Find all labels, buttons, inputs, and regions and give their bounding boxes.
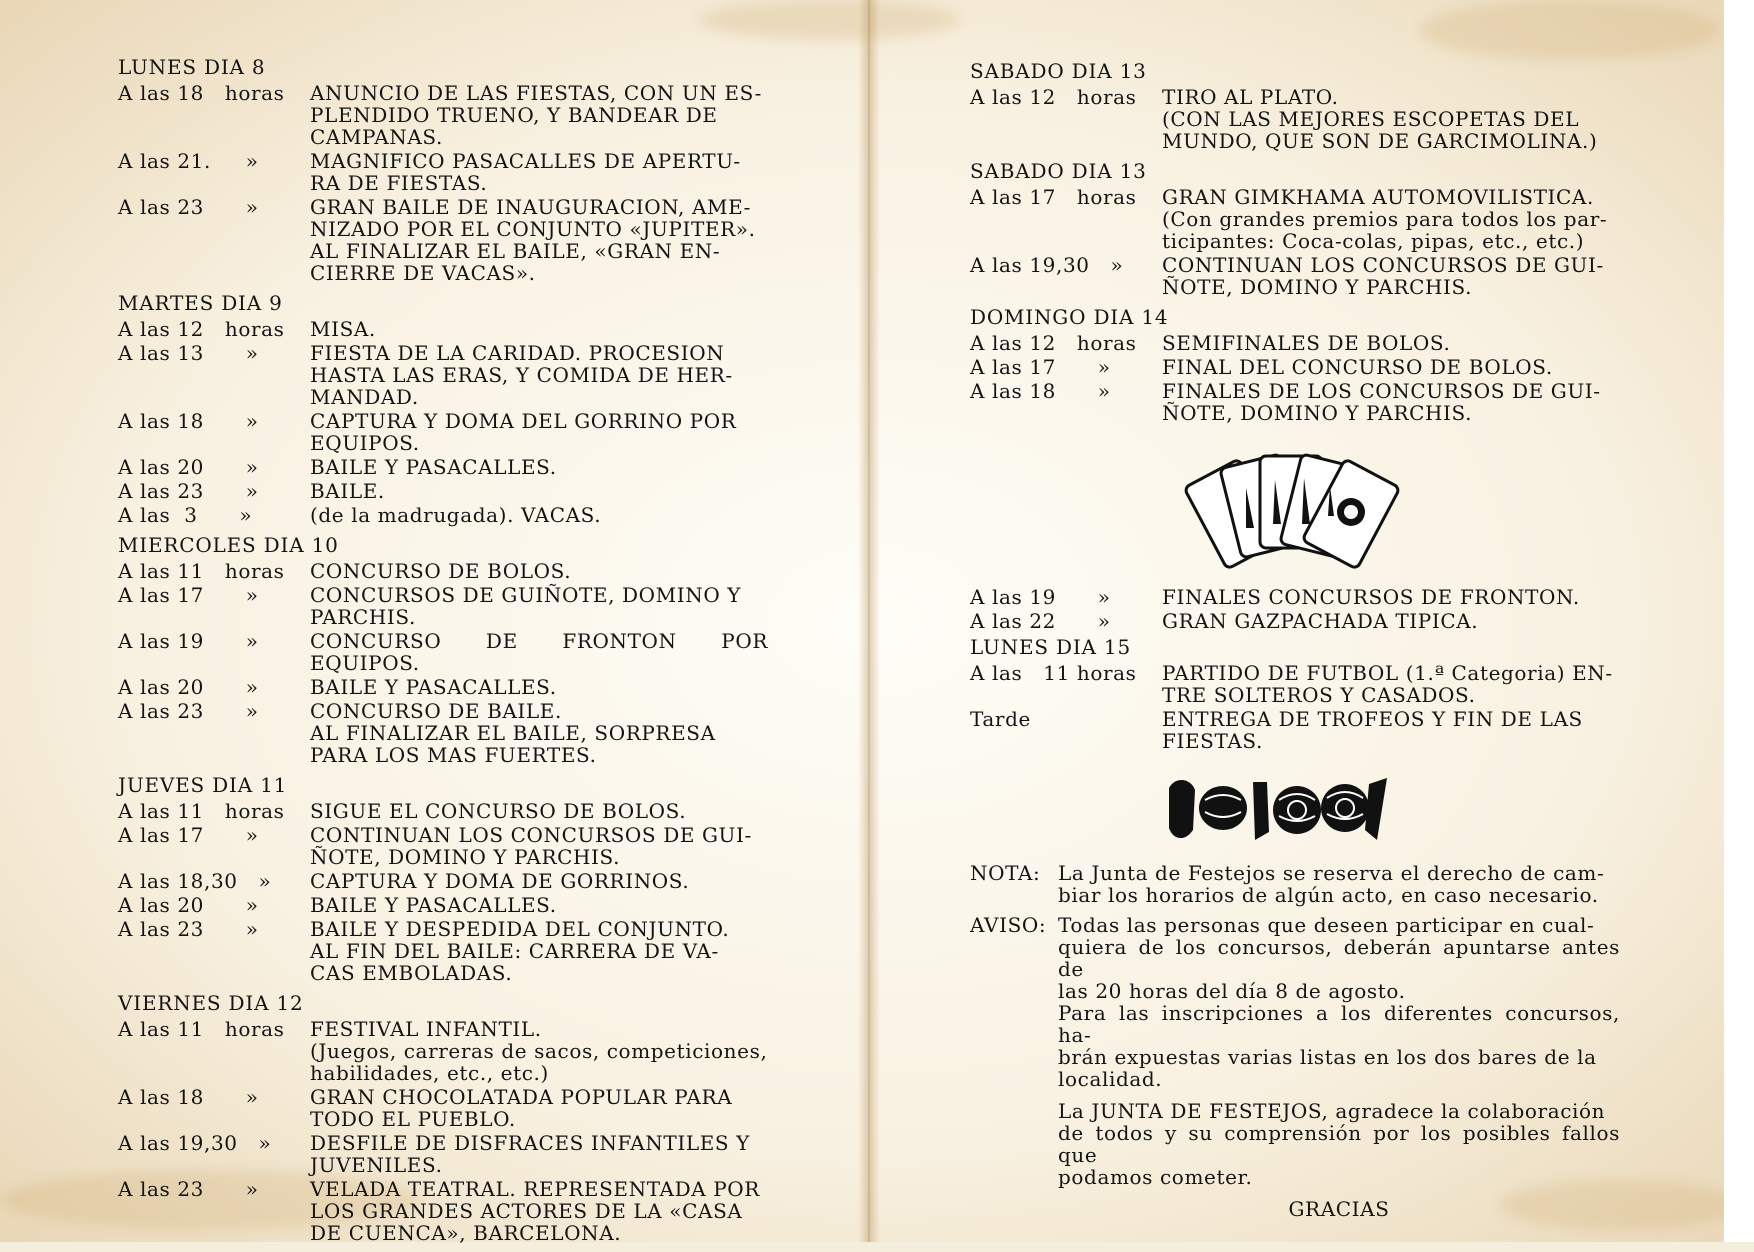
schedule-entry [118,700,768,766]
event-line: PARA LOS MAS FUERTES. [310,743,597,767]
schedule-entry [118,918,768,984]
day-title: DOMINGO DIA 14 [970,305,1169,329]
event-line: CONTINUAN LOS CONCURSOS DE GUI- [310,823,752,847]
schedule-entry [970,662,1620,706]
schedule-entry [118,342,768,408]
event-time: A las 3 » [118,503,253,527]
schedule-entry [970,380,1620,424]
event-line: PARTIDO DE FUTBOL (1.ª Categoria) EN- [1162,661,1613,685]
event-description [310,318,768,340]
event-time: A las 19 » [118,629,259,653]
event-description [310,150,768,194]
event-time: A las 13 » [118,341,259,365]
left-page [118,56,768,1252]
schedule-entry [118,676,768,698]
event-description [310,824,768,868]
event-line: TIRO AL PLATO. [1162,85,1339,109]
event-description [310,584,768,628]
event-line: HASTA LAS ERAS, Y COMIDA DE HER- [310,363,733,387]
event-line: FINALES CONCURSOS DE FRONTON. [1162,585,1580,609]
event-line: FIESTAS. [1162,729,1263,753]
event-line: SEMIFINALES DE BOLOS. [1162,331,1451,355]
right-schedule-middle [970,586,1620,752]
event-line: habilidades, etc., etc.) [310,1061,549,1085]
right-schedule-top [970,60,1620,424]
event-line: FESTIVAL INFANTIL. [310,1017,542,1041]
event-line: TODO EL PUEBLO. [310,1107,516,1131]
note-line: las 20 horas del día 8 de agosto. [1058,979,1406,1003]
event-line: AL FINALIZAR EL BAILE, «GRAN EN- [310,239,721,263]
event-time: A las 23 » [118,1177,259,1201]
nota-note [970,862,1620,906]
day-block [970,306,1620,424]
day-block [118,292,768,526]
event-line: FIESTA DE LA CARIDAD. PROCESION [310,341,725,365]
schedule-entry [118,150,768,194]
event-description [310,800,768,822]
event-line: LOS GRANDES ACTORES DE LA «CASA [310,1199,743,1223]
day-block [970,60,1620,152]
event-description [310,1178,768,1244]
event-description [310,480,768,502]
event-time: A las 21. » [118,149,259,173]
event-description [1162,610,1620,632]
day-title: MIERCOLES DIA 10 [118,533,339,557]
event-description [1162,254,1620,298]
day-title: SABADO DIA 13 [970,159,1147,183]
event-line: VELADA TEATRAL. REPRESENTADA POR [310,1177,760,1201]
event-line: MANDAD. [310,385,419,409]
schedule-entry [970,254,1620,298]
right-page [970,60,1620,1220]
event-time: A las 19,30 » [118,1131,272,1155]
schedule-entry [118,82,768,148]
acknowledgement [1058,1100,1620,1188]
schedule-entry [118,1018,768,1084]
event-description [310,1018,768,1084]
event-line: ÑOTE, DOMINO Y PARCHIS. [1162,275,1473,299]
event-description [310,342,768,408]
event-line: CONCURSOS DE GUIÑOTE, DOMINO Y [310,583,742,607]
day-title: VIERNES DIA 12 [118,991,304,1015]
event-line: ÑOTE, DOMINO Y PARCHIS. [310,845,621,869]
event-line: CAPTURA Y DOMA DEL GORRINO POR [310,409,737,433]
event-time: A las 18 » [970,379,1111,403]
center-fold [858,0,880,1242]
acknowledgement-line: de todos y su comprensión por los posibles fallos que [1058,1121,1620,1167]
note-line: Todas las personas que deseen participar en cual- [1058,913,1595,937]
event-description [1162,186,1620,252]
aviso-text [1058,914,1620,1090]
schedule-entry [118,504,768,526]
event-line: CONTINUAN LOS CONCURSOS DE GUI- [1162,253,1604,277]
event-line: (de la madrugada). VACAS. [310,503,602,527]
note-line: quiera de los concursos, deberán apuntarse antes de [1058,935,1620,981]
note-line: Para las inscripciones a los diferentes concursos, ha- [1058,1001,1620,1047]
schedule-entry [970,708,1620,752]
event-description [310,82,768,148]
event-time: A las 18 horas [118,81,285,105]
schedule-entry [118,824,768,868]
day-block [118,992,768,1244]
day-title: LUNES DIA 15 [970,635,1131,659]
event-line: RA DE FIESTAS. [310,171,488,195]
event-line: PLENDIDO TRUENO, Y BANDEAR DE [310,103,718,127]
day-title: SABADO DIA 13 [970,59,1147,83]
event-line: CAS EMBOLADAS. [310,961,513,985]
schedule-entry [118,894,768,916]
note-line: brán expuestas varias listas en los dos bares de la [1058,1045,1597,1069]
event-line: BAILE Y PASACALLES. [310,455,557,479]
event-time: A las 19,30 » [970,253,1124,277]
event-line: GRAN CHOCOLATADA POPULAR PARA [310,1085,733,1109]
acknowledgement-line: La JUNTA DE FESTEJOS, agradece la colaboración [1058,1099,1606,1123]
event-line: CONCURSO DE FRONTON POR EQUIPOS. [310,629,768,675]
event-description [310,1086,768,1130]
event-time: A las 20 » [118,893,259,917]
event-description [1162,380,1620,424]
event-description [1162,662,1620,706]
event-line: GRAN GIMKHAMA AUTOMOVILISTICA. [1162,185,1594,209]
event-time: A las 17 » [118,823,259,847]
schedule-entry [118,456,768,478]
event-description [310,918,768,984]
schedule-entry [118,800,768,822]
event-line: PARCHIS. [310,605,416,629]
event-line: AL FINALIZAR EL BAILE, SORPRESA [310,721,716,745]
event-description [310,870,768,892]
day-block [970,160,1620,298]
schedule-entry [970,356,1620,378]
event-line: MISA. [310,317,376,341]
event-line: AL FIN DEL BAILE: CARRERA DE VA- [310,939,719,963]
event-line: DE CUENCA», BARCELONA. [310,1221,622,1245]
event-time: A las 23 » [118,699,259,723]
schedule-entry [118,480,768,502]
schedule-entry [118,318,768,340]
event-description [310,196,768,284]
event-line: ÑOTE, DOMINO Y PARCHIS. [1162,401,1473,425]
event-line: BAILE Y DESPEDIDA DEL CONJUNTO. [310,917,730,941]
event-description [310,676,768,698]
event-line: (Con grandes premios para todos los par- [1162,207,1608,231]
schedule-entry [118,410,768,454]
event-line: GRAN GAZPACHADA TIPICA. [1162,609,1479,633]
day-title: MARTES DIA 9 [118,291,283,315]
schedule-entry [970,332,1620,354]
paper-stain [1420,0,1720,60]
event-description [1162,586,1620,608]
event-time: A las 17 » [118,583,259,607]
event-description [310,700,768,766]
event-description [310,630,768,674]
event-line: EQUIPOS. [310,431,420,455]
event-line: (CON LAS MEJORES ESCOPETAS DEL [1162,107,1580,131]
event-time: A las 12 horas [970,331,1137,355]
day-block [118,774,768,984]
paper-stain [700,0,960,40]
schedule-entry [118,560,768,582]
note-line: La Junta de Festejos se reserva el derecho de cam- [1058,861,1605,885]
event-line: (Juegos, carreras de sacos, competiciones, [310,1039,768,1063]
event-line: ticipantes: Coca-colas, pipas, etc., etc.) [1162,229,1585,253]
event-time: A las 12 horas [118,317,285,341]
nota-label: NOTA: [970,861,1041,885]
event-description [310,410,768,454]
event-time: A las 11 horas [118,559,285,583]
event-line: ENTREGA DE TROFEOS Y FIN DE LAS [1162,707,1583,731]
schedule-entry [118,1086,768,1130]
event-time: A las 18,30 » [118,869,272,893]
event-time: A las 20 » [118,455,259,479]
schedule-entry [118,1178,768,1244]
event-line: MAGNIFICO PASACALLES DE APERTU- [310,149,741,173]
scan-edge [1724,0,1754,1242]
nota-text [1058,862,1620,906]
event-time: A las 19 » [970,585,1111,609]
event-line: FINALES DE LOS CONCURSOS DE GUI- [1162,379,1601,403]
event-line: BAILE Y PASACALLES. [310,893,557,917]
event-description [310,504,768,526]
event-line: GRAN BAILE DE INAUGURACION, AME- [310,195,752,219]
schedule-entry [118,1132,768,1176]
event-time: A las 18 » [118,409,259,433]
event-line: FINAL DEL CONCURSO DE BOLOS. [1162,355,1553,379]
aviso-label: AVISO: [970,913,1047,937]
event-line: CIERRE DE VACAS». [310,261,536,285]
day-block [118,534,768,766]
schedule-entry [118,870,768,892]
event-time: A las 20 » [118,675,259,699]
schedule-entry [118,630,768,674]
day-title: JUEVES DIA 11 [118,773,288,797]
note-line: localidad. [1058,1067,1163,1091]
event-time: A las 17 horas [970,185,1137,209]
aviso-note [970,914,1620,1090]
schedule-entry [970,610,1620,632]
event-description [1162,332,1620,354]
event-time: A las 22 » [970,609,1111,633]
event-time: A las 11 horas [118,1017,285,1041]
playing-cards-icon [1180,446,1400,576]
event-line: ANUNCIO DE LAS FIESTAS, CON UN ES- [310,81,762,105]
event-description [310,456,768,478]
event-line: CAPTURA Y DOMA DE GORRINOS. [310,869,690,893]
schedule-entry [118,196,768,284]
note-line: biar los horarios de algún acto, en caso necesario. [1058,883,1599,907]
gazpacho-decoration-icon [1165,770,1390,848]
event-line: CONCURSO DE BAILE. [310,699,562,723]
event-line: BAILE Y PASACALLES. [310,675,557,699]
day-title: LUNES DIA 8 [118,55,266,79]
event-description [310,1132,768,1176]
day-block [118,56,768,284]
event-time: A las 11 horas [118,799,285,823]
event-time: Tarde [970,707,1031,731]
event-line: CONCURSO DE BOLOS. [310,559,572,583]
schedule-entry [118,584,768,628]
schedule-entry [970,186,1620,252]
event-description [310,894,768,916]
event-time: A las 23 » [118,195,259,219]
thanks-text: GRACIAS [1288,1197,1390,1221]
event-line: NIZADO POR EL CONJUNTO «JUPITER». [310,217,756,241]
event-time: A las 17 » [970,355,1111,379]
acknowledgement-line: podamos cometer. [1058,1165,1253,1189]
event-line: TRE SOLTEROS Y CASADOS. [1162,683,1476,707]
event-time: A las 12 horas [970,85,1137,109]
event-time: A las 11 horas [970,661,1137,685]
event-line: JUVENILES. [310,1153,443,1177]
event-description [1162,356,1620,378]
notes-section [970,862,1620,1220]
event-description [310,560,768,582]
event-description [1162,86,1620,152]
event-time: A las 18 » [118,1085,259,1109]
schedule-entry [970,86,1620,152]
event-line: SIGUE EL CONCURSO DE BOLOS. [310,799,687,823]
event-line: DESFILE DE DISFRACES INFANTILES Y [310,1131,750,1155]
event-line: BAILE. [310,479,385,503]
event-time: A las 23 » [118,917,259,941]
schedule-entry [970,586,1620,608]
event-line: MUNDO, QUE SON DE GARCIMOLINA.) [1162,129,1598,153]
event-time: A las 23 » [118,479,259,503]
event-line: CAMPANAS. [310,125,443,149]
day-block [970,636,1620,752]
event-description [1162,708,1620,752]
